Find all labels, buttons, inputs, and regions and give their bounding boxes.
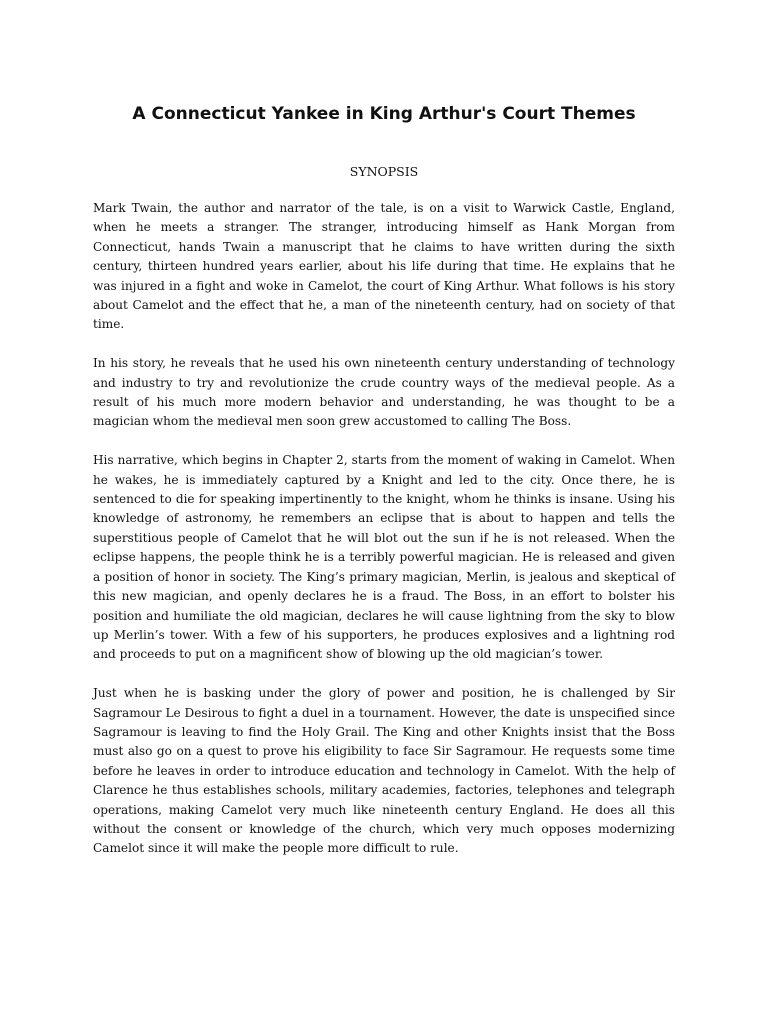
- paragraph-2: In his story, he reveals that he used his own nineteenth century understanding of technology and industry to try and revolutionize the crude country ways of the medieval people. As a result of his much more modern behavior and understanding, he was thought to be a magician whom the medieval men soon grew accustomed to calling The Boss.: [93, 356, 675, 429]
- paragraph-4: Just when he is basking under the glory of power and position, he is challenged by Sir Sagramour Le Desirous to fight a duel in a tournament. However, the date is unspecified since Sagramour is leaving to find the Holy Grail. The King and other Knights insist that the Boss must also go on a quest to prove his eligibility to face Sir Sagramour. He requests some time before he leaves in order to introduce education and technology in Camelot. With the help of Clarence he thus establishes schools, military academies, factories, telephones and telegraph operations, making Camelot very much like nineteenth century England. He does all this without the consent or knowledge of the church, which very much opposes modernizing Camelot since it will make the people more difficult to rule.: [93, 686, 675, 856]
- document-body: [93, 199, 675, 878]
- paragraph-1: Mark Twain, the author and narrator of the tale, is on a visit to Warwick Castle, England, when he meets a stranger. The stranger, introducing himself as Hank Morgan from Connecticut, hands Twain a manuscript that he claims to have written during the sixth century, thirteen hundred years earlier, about his life during that time. He explains that he was injured in a fight and woke in Camelot, the court of King Arthur. What follows is his story about Camelot and the effect that he, a man of the nineteenth century, had on society of that time.: [93, 201, 675, 332]
- document-title: A Connecticut Yankee in King Arthur's Court Themes: [132, 104, 636, 124]
- paragraph-3: His narrative, which begins in Chapter 2, starts from the moment of waking in Camelot. When he wakes, he is immediately captured by a Knight and led to the city. Once there, he is sentenced to die for speaking impertinently to the knight, whom he thinks is insane. Using his knowledge of astronomy, he remembers an eclipse that is about to happen and tells the superstitious people of Camelot that he will blot out the sun if he is not released. When the eclipse happens, the people think he is a terribly powerful magician. He is released and given a position of honor in society. The King’s primary magician, Merlin, is jealous and skeptical of this new magician, and openly declares he is a fraud. The Boss, in an effort to bolster his position and humiliate the old magician, declares he will cause lightning from the sky to blow up Merlin’s tower. With a few of his supporters, he produces explosives and a lightning rod and proceeds to put on a magnificent show of blowing up the old magician’s tower.: [93, 453, 675, 662]
- section-heading: SYNOPSIS: [349, 164, 419, 179]
